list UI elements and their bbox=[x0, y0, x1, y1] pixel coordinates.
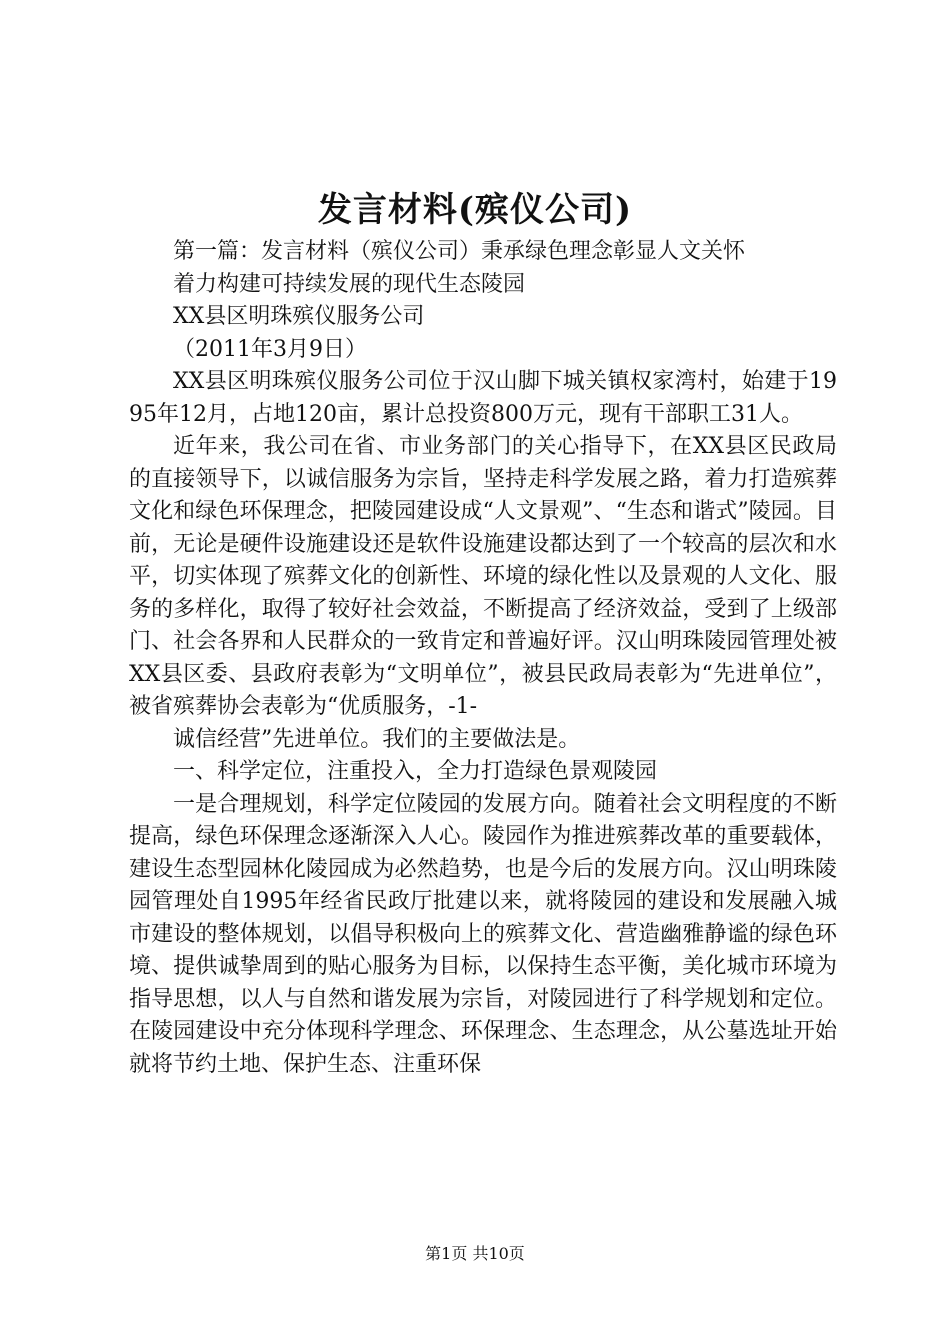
document-body bbox=[129, 236, 837, 1081]
paragraph-planning: 一是合理规划，科学定位陵园的发展方向。随着社会文明程度的不断提高，绿色环保理念逐渐深入人心。陵园作为推进殡葬改革的重要载体，建设生态型园林化陵园成为必然趋势，也是今后的发展方向。汉山明珠陵园管理处自1995年经省民政厅批建以来，就将陵园的建设和发展融入城市建设的整体规划，以倡导积极向上的殡葬文化、营造幽雅静谧的绿色环境、提供诚挚周到的贴心服务为目标，以保持生态平衡，美化城市环境为指导思想，以人与自然和谐发展为宗旨，对陵园进行了科学规划和定位。在陵园建设中充分体现科学理念、环保理念、生态理念，从公墓选址开始就将节约土地、保护生态、注重环保 bbox=[129, 791, 837, 1077]
paragraph-recent-years: 近年来，我公司在省、市业务部门的关心指导下，在XX县区民政局的直接领导下，以诚信服务为宗旨，坚持走科学发展之路，着力打造殡葬文化和绿色环保理念，把陵园建设成“人文景观”、“生态和谐式”陵园。目前，无论是硬件设施建设还是软件设施建设都达到了一个较高的层次和水平，切实体现了殡葬文化的创新性、环境的绿化性以及景观的人文化、服务的多样化，取得了较好社会效益，不断提高了经济效益，受到了上级部门、社会各界和人民群众的一致肯定和普遍好评。汉山明珠陵园管理处被XX县区委、县政府表彰为“文明单位”，被县民政局表彰为“先进单位”，被省殡葬协会表彰为“优质服务，-1- bbox=[129, 434, 837, 719]
document-title: 发言材料(殡仪公司) bbox=[317, 190, 633, 230]
paragraph-intro: XX县区明珠殡仪服务公司位于汉山脚下城关镇权家湾村，始建于1995年12月，占地120亩，累计总投资800万元，现有干部职工31人。 bbox=[129, 369, 837, 427]
paragraph-heading: 第一篇：发言材料（殡仪公司）秉承绿色理念彰显人文关怀 bbox=[173, 239, 746, 264]
paragraph-section-one: 一、科学定位，注重投入，全力打造绿色景观陵园 bbox=[173, 759, 658, 784]
page-footer: 第1页 共10页 bbox=[425, 1244, 525, 1263]
paragraph-organization: XX县区明珠殡仪服务公司 bbox=[173, 304, 425, 329]
paragraph-subtitle: 着力构建可持续发展的现代生态陵园 bbox=[173, 271, 526, 297]
paragraph-practices: 诚信经营”先进单位。我们的主要做法是。 bbox=[173, 726, 581, 752]
paragraph-date: （2011年3月9日） bbox=[173, 336, 367, 362]
